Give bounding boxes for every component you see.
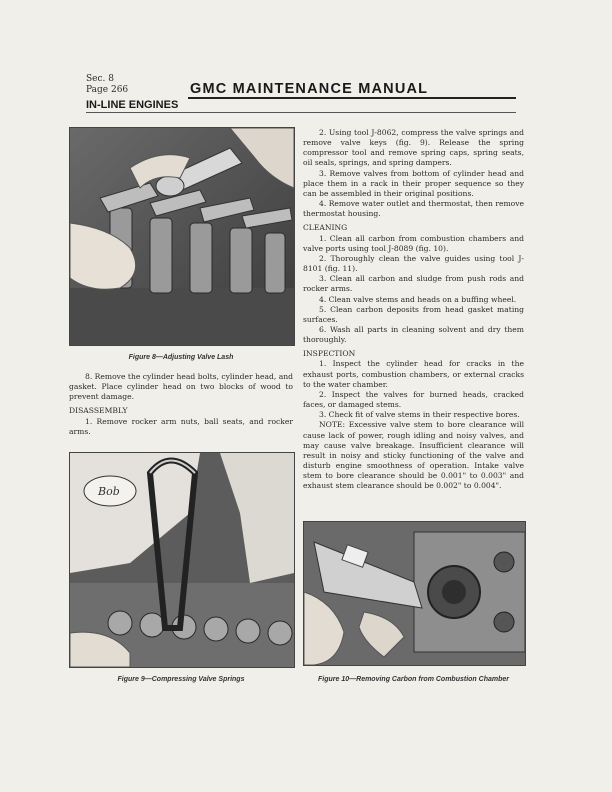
disassembly-step-3: 3. Remove valves from bottom of cylinder head and place them in a rack in their proper sequence so they can be assembled in their original positions. [303, 168, 524, 198]
step-8-remove-cylinder-head: 8. Remove the cylinder head bolts, cylinder head, and gasket. Place cylinder head on two blocks of wood to prevent damage. [69, 372, 293, 402]
manual-title: GMC MAINTENANCE MANUAL [190, 81, 429, 97]
figure-10-photo [303, 521, 526, 666]
figure-10-caption: Figure 10—Removing Carbon from Combustion Chamber [318, 676, 509, 683]
cleaning-step-2: 2. Thoroughly clean the valve guides using tool J-8101 (fig. 11). [303, 253, 524, 274]
cleaning-step-1: 1. Clean all carbon from combustion chambers and valve ports using tool J-8089 (fig. 10). [303, 233, 524, 253]
right-column [303, 128, 524, 491]
subtitle-rule [86, 112, 516, 113]
inspection-heading: INSPECTION [303, 349, 356, 359]
inspection-note: NOTE: Excessive valve stem to bore clearance will cause lack of power, rough idling and noisy valves, and may cause valve breakage. Insufficient clearance will result in noisy and sticky functioning of the valve and disturb engine smoothness of operation. Intake valve stem to bore clearance should be 0.001" to 0.003" and exhaust stem clearance should be 0.002" to 0.004". [303, 420, 524, 491]
figure-9-caption: Figure 9—Compressing Valve Springs [117, 676, 245, 683]
header-rule [188, 97, 516, 99]
cleaning-step-5: 5. Clean carbon deposits from head gasket mating surfaces. [303, 304, 524, 324]
disassembly-step-4: 4. Remove water outlet and thermostat, then remove thermostat housing. [303, 199, 524, 219]
figure-8-caption: Figure 8—Adjusting Valve Lash [128, 354, 234, 361]
section-label [86, 74, 128, 96]
section-number: Sec. 8 [86, 74, 114, 84]
chapter-subtitle: IN-LINE ENGINES [86, 99, 179, 111]
page-number: Page 266 [86, 85, 129, 95]
cleaning-step-6: 6. Wash all parts in cleaning solvent and dry them thoroughly. [303, 324, 524, 345]
disassembly-step-1: 1. Remove rocker arm nuts, ball seats, and rocker arms. [69, 416, 293, 436]
figure-9-patch-text: Bob [98, 485, 120, 498]
cleaning-step-3: 3. Clean all carbon and sludge from push rods and rocker arms. [303, 274, 524, 294]
disassembly-heading: DISASSEMBLY [69, 406, 128, 416]
disassembly-step-2: 2. Using tool J-8062, compress the valve springs and remove valve keys (fig. 9). Release the spring compressor tool and remove spring caps, spring seats, oil seals, springs, and spring dampers. [303, 128, 524, 168]
left-column [69, 372, 293, 437]
inspection-step-3: 3. Check fit of valve stems in their respective bores. [319, 410, 520, 420]
figure-9-photo [69, 452, 295, 668]
cleaning-heading: CLEANING [303, 223, 348, 233]
cleaning-step-4: 4. Clean valve stems and heads on a buffing wheel. [319, 294, 517, 304]
inspection-step-2: 2. Inspect the valves for burned heads, cracked faces, or damaged stems. [303, 389, 524, 410]
inspection-step-1: 1. Inspect the cylinder head for cracks in the exhaust ports, combustion chambers, or external cracks to the water chamber. [303, 359, 524, 389]
figure-8-photo [69, 127, 295, 346]
